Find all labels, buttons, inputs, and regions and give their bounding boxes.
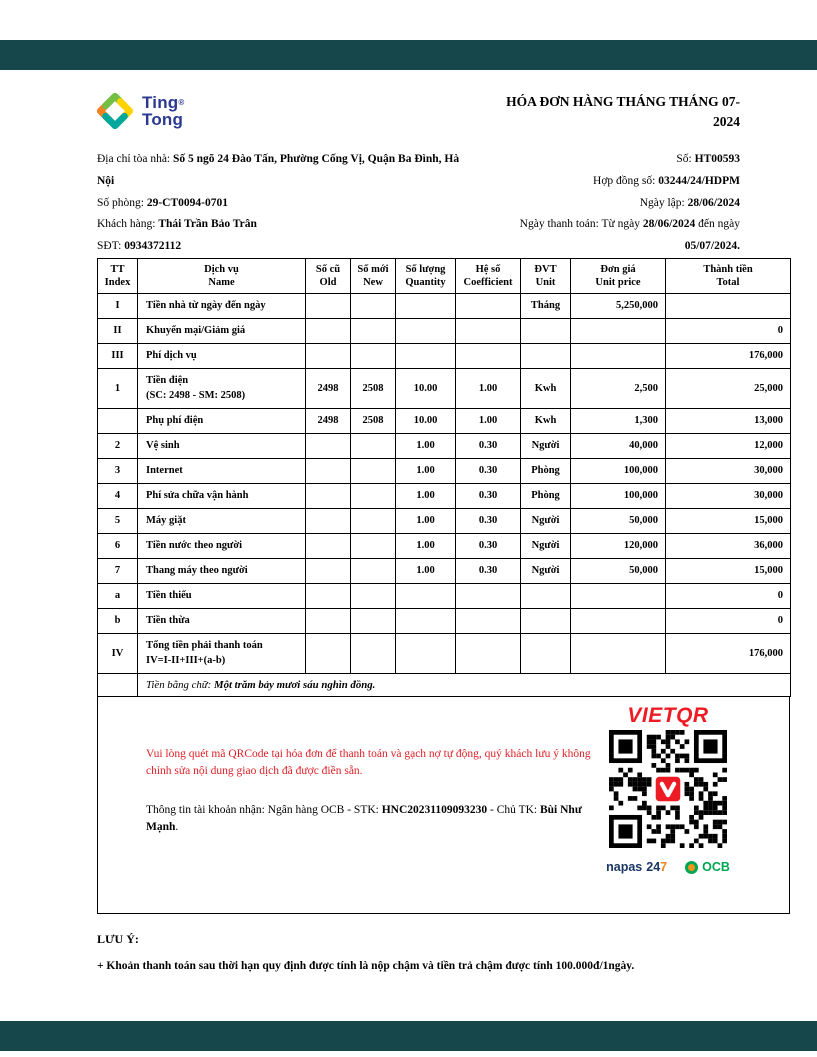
invoice-table-row [98, 634, 791, 674]
cell-name: Phụ phí điện [138, 409, 306, 434]
invoice-table-row [98, 319, 791, 344]
invoice-table-row [98, 409, 791, 434]
cell-coef: 1.00 [456, 409, 521, 434]
cell-total: 12,000 [666, 434, 791, 459]
cell-new [351, 634, 396, 674]
info-line-invoice-number [475, 149, 740, 171]
note-title: LƯU Ý: [97, 932, 139, 946]
column-header: Số mới New [351, 259, 396, 294]
cell-new [351, 559, 396, 584]
cell-new [351, 509, 396, 534]
text-segment: Hợp đồng số: [593, 174, 659, 187]
text-segment: Thái Trần Bảo Trân [158, 218, 257, 231]
cell-total: 15,000 [666, 509, 791, 534]
cell-new [351, 344, 396, 369]
info-line-payment-period [475, 214, 740, 258]
cell-new [351, 459, 396, 484]
cell-old [306, 634, 351, 674]
napas-24-text: 24 [646, 860, 661, 874]
footer-notes [97, 932, 790, 972]
cell-unit [521, 344, 571, 369]
vietqr-qr-text: QR [676, 704, 709, 727]
cell-name: Phí sửa chữa vận hành [138, 484, 306, 509]
cell-name-line2: (SC: 2498 - SM: 2508) [146, 390, 246, 401]
cell-qty: 1.00 [396, 434, 456, 459]
cell-total: 0 [666, 319, 791, 344]
cell-unit [521, 319, 571, 344]
amount-in-words-value: Một trăm bảy mươi sáu nghìn đồng. [213, 679, 376, 691]
invoice-table-row [98, 559, 791, 584]
cell-unit [521, 609, 571, 634]
cell-price: 5,250,000 [571, 294, 666, 319]
cell-total: 36,000 [666, 534, 791, 559]
cell-total: 0 [666, 584, 791, 609]
text-segment: Ngày thanh toán: Từ ngày [519, 218, 643, 231]
cell-name: Thang máy theo người [138, 559, 306, 584]
text-segment: HT00593 [694, 153, 740, 165]
invoice-table-row [98, 484, 791, 509]
cell-tt: II [98, 319, 138, 344]
cell-coef [456, 319, 521, 344]
cell-tt: 4 [98, 484, 138, 509]
cell-name: Tổng tiền phải thanh toán IV=I-II+III+(a-b) [138, 634, 306, 674]
cell-tt: 5 [98, 509, 138, 534]
cell-price: 100,000 [571, 459, 666, 484]
cell-price: 100,000 [571, 484, 666, 509]
invoice-table-body [98, 294, 791, 674]
invoice-table-row [98, 609, 791, 634]
cell-name: Tiền nước theo người [138, 534, 306, 559]
cell-new [351, 319, 396, 344]
cell-old [306, 559, 351, 584]
vietqr-logo [593, 705, 743, 727]
cell-name: Khuyến mại/Giảm giá [138, 319, 306, 344]
cell-price: 50,000 [571, 559, 666, 584]
info-right-column [475, 149, 740, 258]
cell-qty: 10.00 [396, 369, 456, 409]
payment-account-info [146, 802, 614, 836]
invoice-table-row [98, 369, 791, 409]
brand-line2: Tong [142, 110, 184, 129]
text-segment: Số 5 ngõ 24 Đào Tấn, Phường Cống Vị, Quận Ba Đình, Hà Nội [97, 153, 460, 187]
text-segment: đến ngày [695, 218, 740, 231]
cell-tt [98, 409, 138, 434]
cell-total: 0 [666, 609, 791, 634]
bottom-accent-bar [0, 1021, 817, 1051]
vietqr-viet-text: VIET [627, 704, 677, 727]
column-header: Số cũ Old [306, 259, 351, 294]
invoice-table-row [98, 509, 791, 534]
cell-qty [396, 344, 456, 369]
cell-coef [456, 634, 521, 674]
cell-old [306, 294, 351, 319]
cell-unit [521, 584, 571, 609]
cell-unit: Người [521, 534, 571, 559]
cell-tt: 2 [98, 434, 138, 459]
note-line: + Khoản thanh toán sau thời hạn quy định được tính là nộp chậm và tiền trả chậm được tính 100.000đ/1ngày. [97, 960, 635, 972]
invoice-title [410, 92, 740, 132]
cell-new: 2508 [351, 369, 396, 409]
cell-total: 30,000 [666, 484, 791, 509]
cell-qty: 1.00 [396, 509, 456, 534]
info-line-customer [97, 214, 475, 236]
cell-coef: 0.30 [456, 459, 521, 484]
info-line-contract-number [475, 171, 740, 193]
cell-qty [396, 634, 456, 674]
cell-unit: Kwh [521, 409, 571, 434]
cell-tt: III [98, 344, 138, 369]
column-header: ĐVT Unit [521, 259, 571, 294]
text-segment: Số: [676, 153, 695, 165]
cell-price: 50,000 [571, 509, 666, 534]
cell-price: 1,300 [571, 409, 666, 434]
text-segment: Địa chỉ tòa nhà: [97, 153, 174, 165]
cell-coef: 0.30 [456, 534, 521, 559]
cell-old [306, 509, 351, 534]
column-header: Thành tiền Total [666, 259, 791, 294]
cell-price [571, 319, 666, 344]
invoice-table-row [98, 584, 791, 609]
ocb-text: OCB [702, 860, 730, 874]
cell-old [306, 344, 351, 369]
cell-unit: Kwh [521, 369, 571, 409]
invoice-table-header-row [98, 259, 791, 294]
amount-in-words-label: Tiền bằng chữ: [146, 679, 214, 691]
cell-coef: 1.00 [456, 369, 521, 409]
text-segment: - Chủ TK: [487, 804, 540, 816]
cell-total: 13,000 [666, 409, 791, 434]
cell-unit: Phòng [521, 484, 571, 509]
qr-code [609, 730, 727, 848]
cell-old: 2498 [306, 409, 351, 434]
cell-tt: IV [98, 634, 138, 674]
cell-tt: 1 [98, 369, 138, 409]
cell-old [306, 609, 351, 634]
top-accent-bar [0, 40, 817, 70]
text-segment: . [175, 821, 179, 833]
cell-qty: 10.00 [396, 409, 456, 434]
cell-new [351, 584, 396, 609]
invoice-table-row [98, 344, 791, 369]
ocb-logo [685, 860, 730, 874]
cell-unit: Người [521, 509, 571, 534]
cell-name: Tiền thừa [138, 609, 306, 634]
info-left-column [97, 149, 475, 258]
cell-price [571, 609, 666, 634]
qr-column [593, 705, 743, 874]
cell-old [306, 319, 351, 344]
text-segment: 0934372112 [124, 240, 182, 253]
cell-new [351, 609, 396, 634]
brand-line1 [142, 94, 184, 111]
column-header: TT Index [98, 259, 138, 294]
napas-247-logo [606, 860, 667, 874]
cell-coef: 0.30 [456, 559, 521, 584]
cell-new [351, 294, 396, 319]
cell-qty [396, 609, 456, 634]
invoice-table [97, 258, 791, 697]
amount-in-words-empty-cell [98, 674, 138, 697]
info-line-room [97, 193, 475, 215]
cell-name-line2: IV=I-II+III+(a-b) [146, 655, 226, 666]
cell-unit [521, 634, 571, 674]
cell-tt: a [98, 584, 138, 609]
cell-total: 15,000 [666, 559, 791, 584]
text-segment: 05/07/2024. [684, 240, 740, 253]
cell-price [571, 584, 666, 609]
cell-qty: 1.00 [396, 559, 456, 584]
column-header: Hệ số Coefficient [456, 259, 521, 294]
cell-tt: 6 [98, 534, 138, 559]
cell-total: 30,000 [666, 459, 791, 484]
cell-old [306, 484, 351, 509]
text-segment: Số phòng: [97, 196, 147, 209]
info-line-address [97, 149, 475, 193]
cell-total: 176,000 [666, 344, 791, 369]
text-segment: Ngày lập: [639, 196, 688, 209]
cell-qty: 1.00 [396, 459, 456, 484]
cell-coef [456, 344, 521, 369]
cell-unit: Người [521, 559, 571, 584]
cell-coef [456, 609, 521, 634]
text-segment: HNC20231109093230 [381, 804, 488, 816]
napas-7-text: 7 [660, 860, 668, 874]
cell-old: 2498 [306, 369, 351, 409]
cell-tt: 7 [98, 559, 138, 584]
cell-qty: 1.00 [396, 534, 456, 559]
column-header: Dịch vụ Name [138, 259, 306, 294]
cell-price [571, 634, 666, 674]
cell-coef: 0.30 [456, 434, 521, 459]
column-header: Đơn giá Unit price [571, 259, 666, 294]
invoice-content [97, 258, 790, 972]
cell-qty: 1.00 [396, 484, 456, 509]
invoice-info [97, 149, 740, 258]
cell-coef [456, 584, 521, 609]
cell-price [571, 344, 666, 369]
cell-name: Tiền nhà từ ngày đến ngày [138, 294, 306, 319]
cell-new: 2508 [351, 409, 396, 434]
cell-new [351, 534, 396, 559]
ocb-icon [685, 861, 698, 874]
invoice-table-row [98, 434, 791, 459]
cell-old [306, 459, 351, 484]
payment-qr-notice: Vui lòng quét mã QRCode tại hóa đơn để thanh toán và gạch nợ tự động, quý khách lưu ý không chỉnh sửa nội dung giao dịch đã được điền sẵn. [146, 748, 591, 777]
invoice-table-row [98, 459, 791, 484]
cell-total: 25,000 [666, 369, 791, 409]
text-segment: 28/06/2024 [642, 218, 696, 231]
text-segment: Bùi Như Mạnh [146, 804, 582, 833]
cell-old [306, 434, 351, 459]
cell-tt: I [98, 294, 138, 319]
cell-tt: 3 [98, 459, 138, 484]
tingtong-logo [94, 90, 184, 132]
cell-unit: Người [521, 434, 571, 459]
text-segment: Thông tin tài khoản nhận: Ngân hàng OCB - STK: [146, 804, 382, 816]
text-segment: 28/06/2024 [687, 196, 740, 209]
text-segment: SĐT: [97, 240, 125, 253]
cell-coef: 0.30 [456, 484, 521, 509]
cell-tt: b [98, 609, 138, 634]
text-segment: 29-CT0094-0701 [146, 196, 228, 209]
invoice-title-line2: 2024 [713, 114, 740, 129]
text-segment: 03244/24/HDPM [658, 174, 740, 187]
text-segment: Khách hàng: [97, 218, 159, 231]
cell-unit: Tháng [521, 294, 571, 319]
cell-unit: Phòng [521, 459, 571, 484]
amount-in-words-row [98, 674, 791, 697]
payment-network-logos [593, 860, 743, 874]
column-header: Số lượng Quantity [396, 259, 456, 294]
cell-name: Máy giặt [138, 509, 306, 534]
tingtong-logo-text [142, 94, 184, 128]
napas-text: napas [606, 860, 643, 874]
cell-total: 176,000 [666, 634, 791, 674]
info-line-issue-date [475, 193, 740, 215]
cell-name: Tiền điện (SC: 2498 - SM: 2508) [138, 369, 306, 409]
invoice-table-row [98, 534, 791, 559]
invoice-table-row [98, 294, 791, 319]
cell-new [351, 434, 396, 459]
cell-name: Phí dịch vụ [138, 344, 306, 369]
invoice-title-line1: HÓA ĐƠN HÀNG THÁNG THÁNG 07- [506, 94, 740, 109]
registered-mark: ® [178, 98, 185, 107]
info-line-phone [97, 236, 475, 258]
cell-qty [396, 584, 456, 609]
cell-name: Tiền thiếu [138, 584, 306, 609]
cell-new [351, 484, 396, 509]
cell-name: Internet [138, 459, 306, 484]
cell-qty [396, 294, 456, 319]
amount-in-words-cell [138, 674, 791, 697]
brand-name-top: Ting [142, 93, 179, 112]
cell-old [306, 584, 351, 609]
cell-price: 120,000 [571, 534, 666, 559]
cell-coef: 0.30 [456, 509, 521, 534]
cell-qty [396, 319, 456, 344]
tingtong-logo-icon [94, 90, 136, 132]
cell-total [666, 294, 791, 319]
cell-old [306, 534, 351, 559]
payment-box [97, 696, 790, 914]
cell-coef [456, 294, 521, 319]
cell-price: 2,500 [571, 369, 666, 409]
cell-price: 40,000 [571, 434, 666, 459]
cell-name: Vệ sinh [138, 434, 306, 459]
